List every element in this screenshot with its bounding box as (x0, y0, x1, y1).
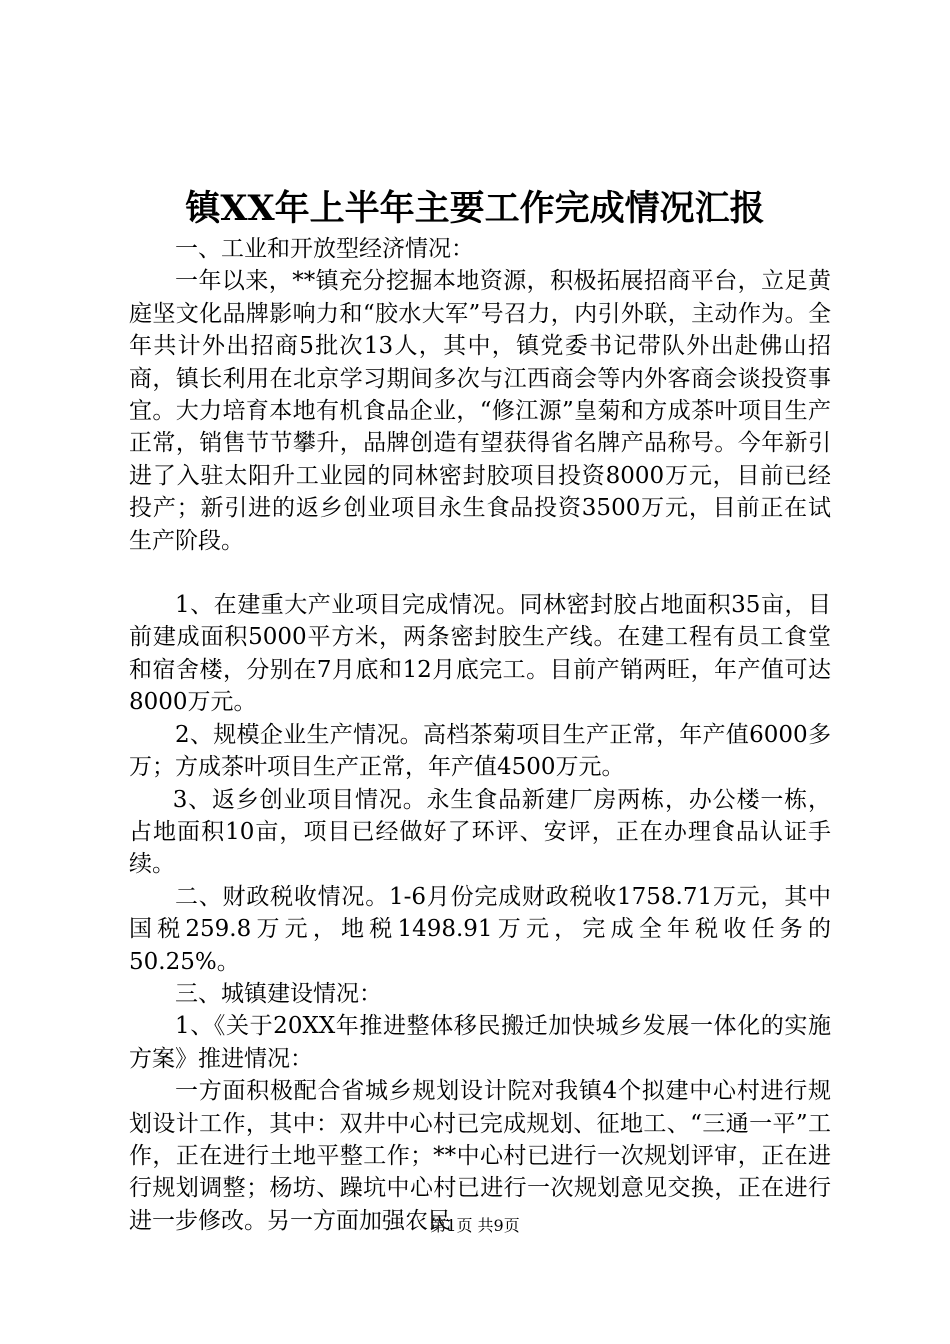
paragraph: 1、在建重大产业项目完成情况。同林密封胶占地面积35亩，目前建成面积5000平方米，两条密封胶生产线。在建工程有员工食堂和宿舍楼，分别在7月底和12月底完工。目前产销两旺，年产值可达8000万元。 (129, 592, 831, 716)
paragraph: 一、工业和开放型经济情况： (175, 236, 474, 262)
page-number-footer: 第1页 共9页 (430, 1216, 520, 1235)
document-title: 镇XX年上半年主要工作完成情况汇报 (185, 188, 765, 229)
paragraph: 1、《关于20XX年推进整体移民搬迁加快城乡发展一体化的实施方案》推进情况： (129, 1013, 831, 1072)
paragraph: 一年以来，**镇充分挖掘本地资源，积极拓展招商平台，立足黄庭坚文化品牌影响力和“胶水大军”号召力，内引外联，主动作为。全年共计外出招商5批次13人，其中，镇党委书记带队外出赴佛山招商，镇长利用在北京学习期间多次与江西商会等内外客商会谈投资事宜。大力培育本地有机食品企业，“修江源”皇菊和方成茶叶项目生产正常，销售节节攀升，品牌创造有望获得省名牌产品称号。今年新引进了入驻太阳升工业园的同林密封胶项目投资8000万元，目前已经投产；新引进的返乡创业项目永生食品投资3500万元，目前正在试生产阶段。 (129, 268, 831, 554)
paragraph: 一方面积极配合省城乡规划设计院对我镇4个拟建中心村进行规划设计工作，其中：双井中心村已完成规划、征地工、“三通一平”工作，正在进行土地平整工作；**中心村已进行一次规划评审，正在进行规划调整；杨坊、躁坑中心村已进行一次规划意见交换，正在进行进一步修改。另一方面加强农民 (129, 1078, 831, 1234)
paragraph: 3、返乡创业项目情况。永生食品新建厂房两栋，办公楼一栋，占地面积10亩，项目已经做好了环评、安评，正在办理食品认证手续。 (129, 786, 831, 878)
paragraph: 二、财政税收情况。1-6月份完成财政税收1758.71万元，其中国税259.8万元，地税1498.91万元，完成全年税收任务的50.25%。 (129, 883, 831, 975)
paragraph: 三、城镇建设情况： (175, 980, 382, 1007)
document-body (129, 233, 831, 1237)
paragraph: 2、规模企业生产情况。高档茶菊项目生产正常，年产值6000多万；方成茶叶项目生产正常，年产值4500万元。 (129, 721, 831, 781)
